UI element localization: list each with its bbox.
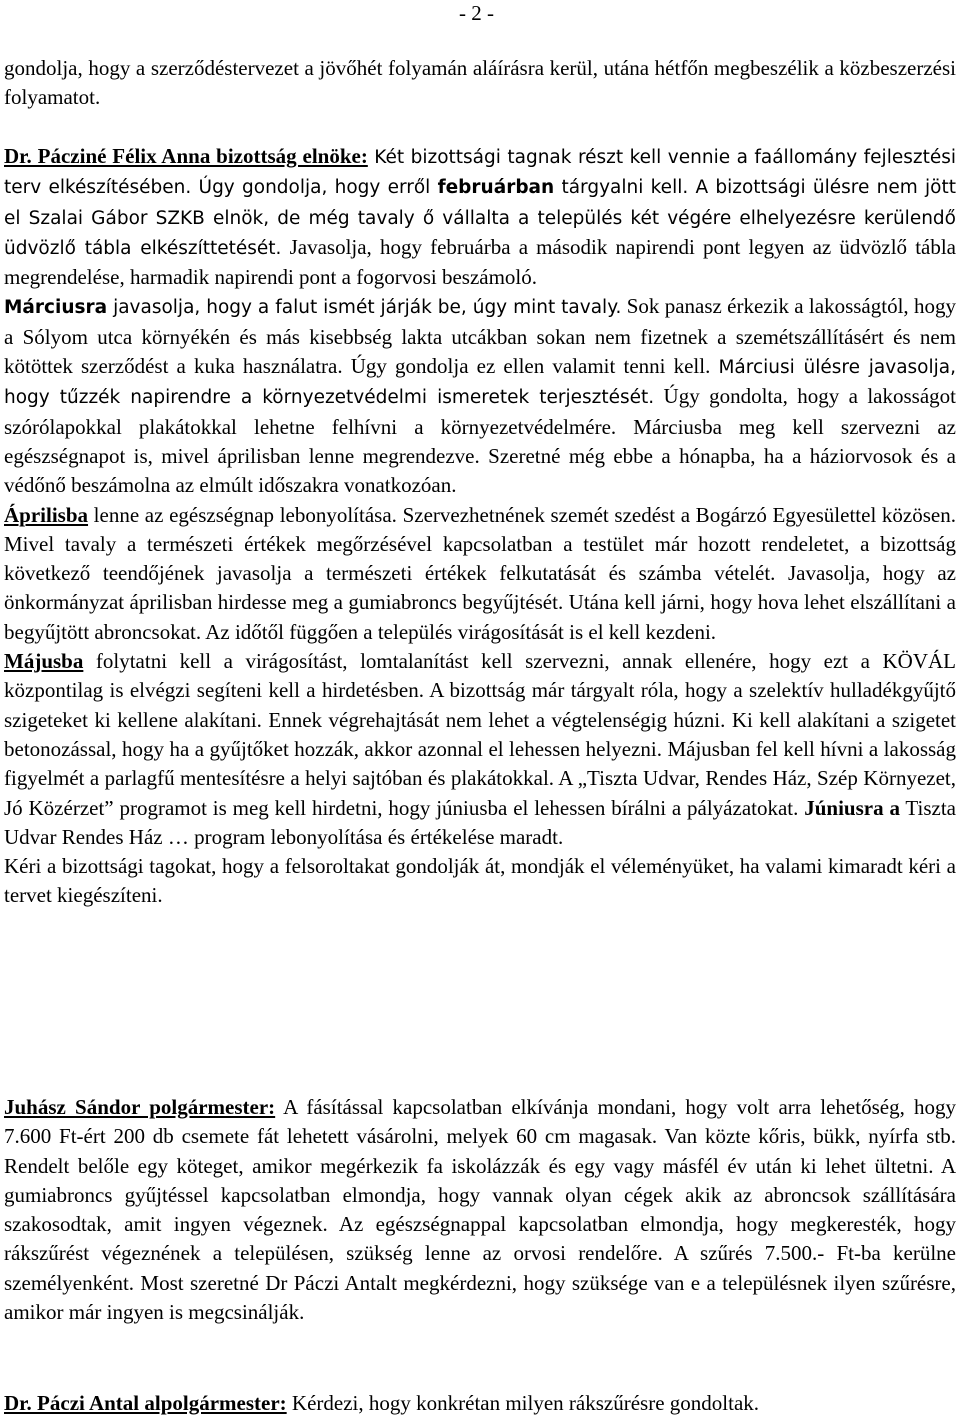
paragraph-text: gondolja, hogy a szerződéstervezet a jövőhét folyamán aláírásra kerül, utána hétfőn megbeszélik a közbeszerzési folyamatot. (4, 56, 956, 110)
paragraph-mayor (4, 1093, 956, 1327)
paragraph-text: Márciusi ülésre javasolja, hogy tűzzék napirendre a (4, 357, 956, 409)
emphasis-may: Májusba (4, 649, 84, 674)
paragraph-text: Sok panasz érkezik a lakosságtól, hogy a Sólyom utca környékén és más kisebbség lakta utcákban sokan nem fizetnek a szemétszállításért és nem kötöttek szerződést a kuka használatra. Úgy gondolja ez ellen valamit tenni kell. (4, 294, 956, 379)
paragraph-text: Két bizottsági tagnak részt kell vennie a faállomány fejlesztési terv elkészítésében. Úgy gondolja, hogy erről (4, 147, 956, 199)
paragraph-text: javasolja, hogy a falut ismét járják be, úgy mint tavaly. (107, 297, 622, 319)
speaker-name: Dr. Páczi Antal alpolgármester: (4, 1391, 287, 1415)
speaker-name: Dr. Pácziné Félix Anna bizottság elnöke: (4, 144, 368, 168)
paragraph-intro (4, 54, 956, 113)
paragraph-committee-chair (4, 142, 956, 911)
emphasis-june: Júniusra a (804, 795, 900, 820)
paragraph-text: A fásítással kapcsolatban elkívánja mondani, hogy volt arra lehetőség, hogy 7.600 Ft-ért 200 db csemete fát lehetett vásárolni, melyek 60 cm magasak. Van közte kőris, bükk, nyírfa stb. Rendelt belőle egy köteget, amikor megérkezik fa iskolázzák és egy vagy másfél év után ki lehet ültetni. A gumiabroncs gyűjtéssel kapcsolatban elmondja, hogy vannak olyan cégek akik az abroncsok szállítására szakosodtak, amit ingyen végeznek. Az egészségnappal kapcsolatban elmondja, hogy megkeresték, hogy rákszűrést végeznének a településen, szükség lenne az orvosi rendelőre. A szűrés 7.500.- Ft-ba kerülne személyenként. Most szeretné Dr Páczi Antalt megkérdezni, hogy szüksége van e a településnek ilyen szűrésre, amikor már ingyen is megcsinálják. (4, 1095, 956, 1325)
paragraph-text: folytatni kell a virágosítást, lomtalanítást kell szervezni, annak ellenére, hogy ezt a KÖVÁL központilag is elvégzi segíteni kell a hirdetésben. A bizottság már tárgyalt róla, hogy a szelektív hulladékgyűjtő szigeteket ki kellene alakítani. Ennek végrehajtását nem lehet a végtelenségig húzni. Ki kell alakítani a szigetet betonozással, hogy ha a gyűjtőket hozzák, akkor azonnal el lehessen helyezni. Májusban fel kell hívni a lakosság figyelmét a parlagfű mentesítésre a helyi sajtóban és plakátokkal. A „Tiszta Udvar, Rendes Ház, Szép Környezet, Jó Közérzet” programot is meg kell hirdetni, hogy júniusba el lehessen bírálni a pályázatokat. (4, 649, 956, 820)
paragraph-text: Kéri a bizottsági tagokat, hogy a felsoroltakat gondolják át, mondják el véleményüket, ha valami kimaradt kéri a tervet kiegészíteni. (4, 854, 956, 908)
page-number: - 2 - (459, 1, 494, 25)
paragraph-text: Úgy gondolta, hogy a lakosságot szórólapokkal plakátokkal lehetne felhívni a környezetvédelmére. Márciusba meg kell szervezni az egészségnapot is, mivel áprilisban lenne megrendezve. Szeretné még ebbe a hónapba, ha a háziorvosok és a védőnő beszámolna az elmúlt időszakra vonatkozóan. (4, 384, 956, 498)
paragraph-deputy-mayor (4, 1389, 956, 1418)
paragraph-text: Tiszta Udvar Rendes Ház … program lebonyolítása és értékelése maradt. (4, 795, 956, 849)
paragraph-text: Javasolja, hogy februárba a második napirendi pont legyen az üdvözlő tábla megrendelése, harmadik napirendi pont a fogorvosi beszámoló. (4, 234, 956, 290)
speaker-name: Juhász Sándor polgármester: (4, 1095, 276, 1119)
emphasis-march: Márciusra (4, 297, 108, 319)
paragraph-text: Kérdezi, hogy konkrétan milyen rákszűrésre gondoltak. (286, 1391, 760, 1415)
paragraph-text: lenne az egészségnap lebonyolítása. Szervezhetnének szemét szedést a Bogárzó Egyesülettel közösen. Mivel tavaly a természeti értékek megőrzésével kapcsolatban a testület már hozott rendeletet, a bizottság következő teendőjének javasolja a természeti értékek felkutatását és számba vételét. Javasolja, hogy az önkormányzat áprilisban hirdesse meg a gumiabroncs begyűjtését. Utána kell járni, hogy hova lehet elszállítani a begyűjtött abroncsokat. Az időtől függően a település virágosítását is el kell kezdeni. (4, 502, 956, 644)
emphasis-april: Áprilisba (4, 502, 89, 527)
paragraph-text: környezetvédelmi ismeretek terjesztését. (262, 387, 655, 409)
paragraph-text: tárgyalni kell. A bizottsági ülésre nem jött el Szalai Gábor SZKB elnök, de még tavaly ő vállalta a település két végére elhelyezésre kerülendő üdvözlő tábla elkészíttetését. (4, 177, 956, 259)
emphasis-february: februárban (437, 177, 555, 199)
